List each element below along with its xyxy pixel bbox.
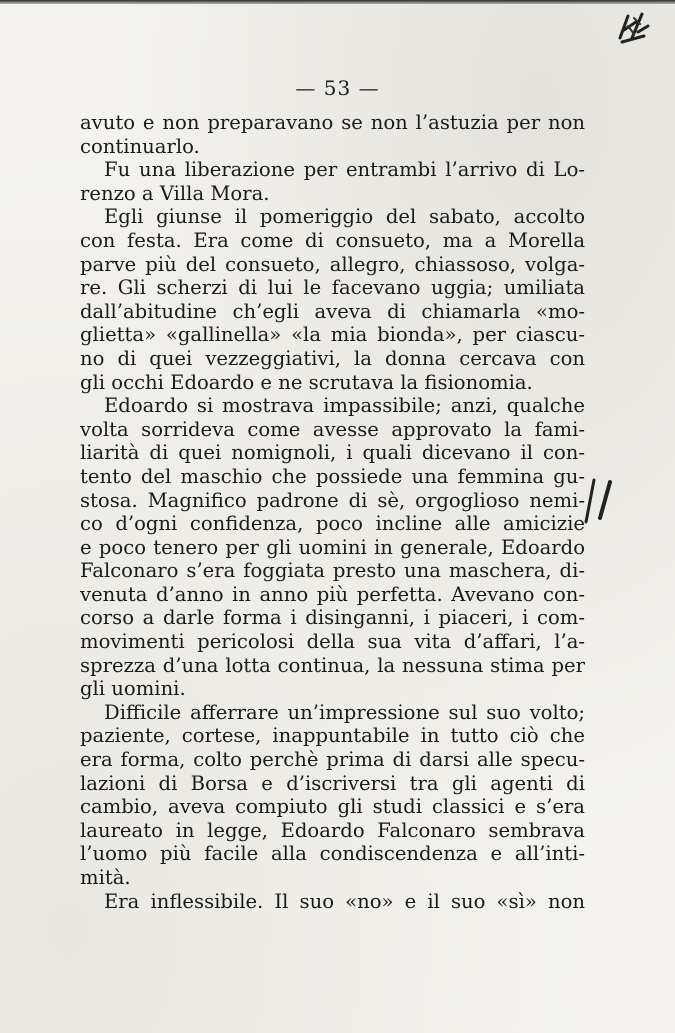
handwritten-corner-mark <box>614 8 654 48</box>
text-line: glietta» «gallinella» «la mia bionda», per ciascu- <box>80 323 585 347</box>
text-line: sprezza d’una lotta continua, la nessuna stima per <box>80 653 585 677</box>
text-line: stosa. Magnifico padrone di sè, orgoglioso nemi- <box>80 488 585 512</box>
text-line: con festa. Era come di consueto, ma a Morella <box>80 228 585 252</box>
text-line: movimenti pericolosi della sua vita d’affari, l’a- <box>80 630 585 654</box>
page-number: — 53 — <box>295 76 380 100</box>
text-line: lazioni di Borsa e d’iscriversi tra gli agenti di <box>80 771 585 795</box>
text-line: corso a darle forma i disinganni, i piaceri, i com- <box>80 606 585 630</box>
text-line: Falconaro s’era foggiata presto una maschera, di- <box>80 559 585 583</box>
text-line: venuta d’anno in anno più perfetta. Avevano con- <box>80 582 585 606</box>
text-line: laureato in legge, Edoardo Falconaro sembrava <box>80 818 585 842</box>
text-line: Era inflessibile. Il suo «no» e il suo «sì» non <box>104 889 585 913</box>
text-line: gli occhi Edoardo e ne scrutava la fisionomia. <box>80 370 533 394</box>
text-line: era forma, colto perchè prima di darsi alle specu- <box>80 748 585 772</box>
text-line: Egli giunse il pomeriggio del sabato, accolto <box>104 205 585 229</box>
text-line: parve più del consueto, allegro, chiassoso, volga- <box>80 252 585 276</box>
text-line: cambio, aveva compiuto gli studi classici e s’era <box>80 795 585 819</box>
text-line: gli uomini. <box>80 677 186 701</box>
body-text <box>80 111 585 913</box>
margin-pencil-mark <box>582 478 618 524</box>
page-top-edge <box>0 0 675 4</box>
text-line: re. Gli scherzi di lui le facevano uggia; umiliata <box>80 276 585 300</box>
text-line: continuarlo. <box>80 134 200 158</box>
text-line: Edoardo si mostrava impassibile; anzi, qualche <box>104 394 585 418</box>
text-line: mità. <box>80 866 131 889</box>
text-line: co d’ogni confidenza, poco incline alle amicizie <box>80 512 585 536</box>
text-line: liarità di quei nomignoli, i quali dicevano il con- <box>80 441 585 465</box>
text-line: Fu una liberazione per entrambi l’arrivo di Lo- <box>104 158 585 182</box>
text-line: Difficile afferrare un’impressione sul suo volto; <box>104 700 585 724</box>
text-line: l’uomo più facile alla condiscendenza e all’inti- <box>80 842 585 866</box>
text-line: tento del maschio che possiede una femmina gu- <box>80 464 585 488</box>
text-line: paziente, cortese, inappuntabile in tutto ciò che <box>80 724 585 748</box>
text-line: no di quei vezzeggiativi, la donna cercava con <box>80 346 585 370</box>
text-line: volta sorrideva come avesse approvato la fami- <box>80 417 585 441</box>
text-line: renzo a Villa Mora. <box>80 181 270 205</box>
text-line: avuto e non preparavano se non l’astuzia per non <box>80 111 585 134</box>
text-line: e poco tenero per gli uomini in generale, Edoardo <box>80 535 585 559</box>
text-line: dall’abitudine ch’egli aveva di chiamarla «mo- <box>80 299 585 323</box>
